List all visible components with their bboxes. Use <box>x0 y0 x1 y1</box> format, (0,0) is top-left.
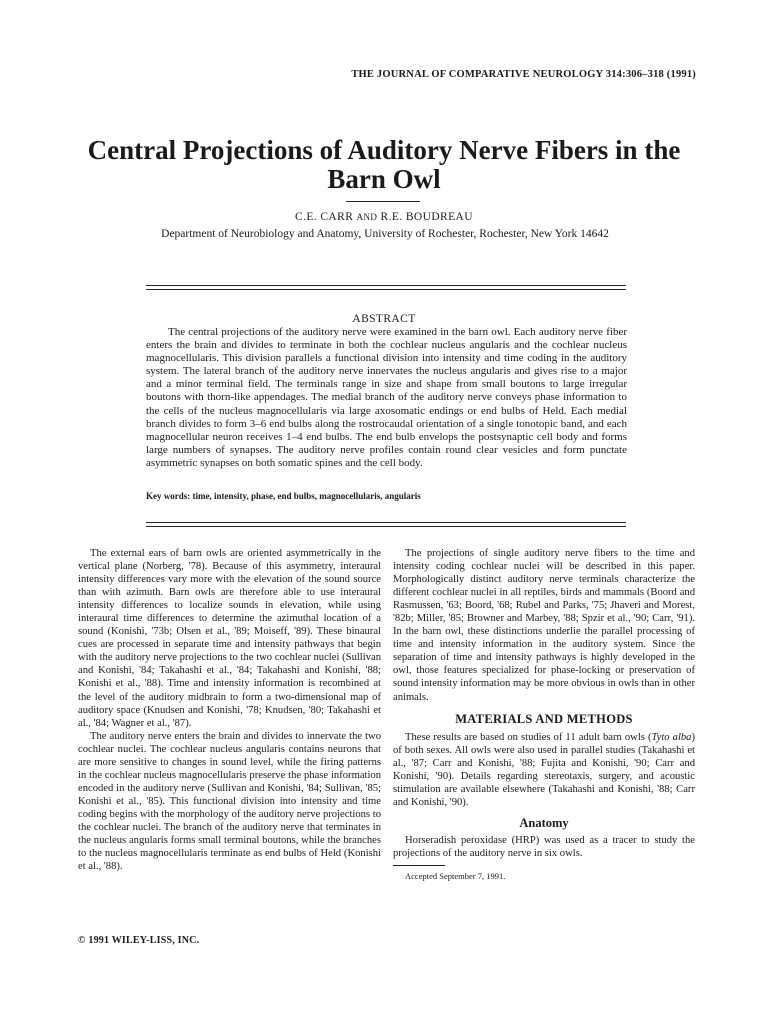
anatomy-paragraph: Horseradish peroxidase (HRP) was used as a tracer to study the projections of the auditory nerve in six owls. <box>393 834 695 859</box>
intro-paragraph-3: The projections of single auditory nerve fibers to the time and intensity coding cochlear nuclei will be described in this paper. Morphologically distinct auditory nerve terminals characterize the different cochlear nuclei in all reptiles, birds and mammals (Boord and Rasmussen, '63; Boord, '68; Rubel and Parks, '75; Jhaveri and Morest, '82b; Miller, '85; Browner and Marbey, '88; Spzir et al., '90; Carr, '91). In the barn owl, these distinctions underlie the parallel processing of time and intensity information in the auditory system. Since the separation of time and intensity pathways is highly developed in the owl, those features specialized for phase-locking or preservation of sound intensity information may be more obvious in owls than in other animals. <box>393 548 695 703</box>
abstract-bottom-rule-2 <box>146 526 626 527</box>
methods-heading: MATERIALS AND METHODS <box>455 711 633 726</box>
article-title: Central Projections of Auditory Nerve Fibers in the Barn Owl <box>87 135 681 194</box>
abstract-text: The central projections of the auditory nerve were examined in the barn owl. Each auditory nerve fiber enters the brain and divides to terminate in both the cochlear nucleus angularis and the cochlear nucleus magnocellularis. This division parallels a functional division into intensity and time coding in the auditory system. The lateral branch of the auditory nerve innervates the nucleus angularis and gives rise to a major and a minor terminal field. The terminals range in size and shape from small boutons to large irregular boutons with thorn-like appendages. The medial branch of the auditory nerve conveys phase information to the cells of the nucleus magnocellularis via large axosomatic endings or end bulbs of Held. Each medial branch divides to form 3–6 end bulbs along the rostrocaudal orientation of a single tonotopic band, and each magnocellular neuron receives 1–4 end bulbs. The end bulb envelops the postsynaptic cell body and forms large numbers of synapses. The auditory nerve profiles contain round clear vesicles and form punctate asymmetric synapses on both somatic spines and the cell body. <box>146 326 627 469</box>
journal-header: THE JOURNAL OF COMPARATIVE NEUROLOGY 314:306–318 (1991) <box>351 69 696 80</box>
intro-paragraph-1: The external ears of barn owls are oriented asymmetrically in the vertical plane (Norberg, '78). Because of this asymmetry, interaural intensity differences vary more with the elevation of the sound source than with azimuth. Barn owls are therefore able to use interaural intensity differences to localize sounds in elevation, while using interaural time differences to determine the azimuthal location of a sound (Konishi, '73b; Olsen et al., '89; Moiseff, '89). These binaural cues are processed in separate time and intensity pathways that begin with the auditory nerve projections to the two cochlear nuclei (Sullivan and Konishi, '84; Takahashi et al., '84; Takahashi and Konishi, '88; Konishi et al., '88). Time and intensity information is recombined at the level of the auditory midbrain to form a two-dimensional map of auditory space (Knudsen and Konishi, '78; Knudsen, '80; Takahashi et al., '84; Wagner et al., '87). <box>78 548 381 729</box>
title-divider <box>346 201 420 202</box>
keywords: Key words: time, intensity, phase, end bulbs, magnocellularis, angularis <box>146 491 421 501</box>
intro-paragraph-2: The auditory nerve enters the brain and divides to innervate the two cochlear nuclei. The cochlear nucleus angularis contains neurons that are more sensitive to changes in sound level, while the firing patterns in the cochlear nucleus magnocellularis preserve the phase information encoded in the auditory nerve (Sullivan and Konishi, '84; Sullivan, '85; Konishi et al., '85). This functional division into intensity and time coding begins with the morphology of the auditory nerve projections to the cochlear nuclei. The branch of the auditory nerve that terminates in the nucleus angularis forms small terminal boutons, while the branches to the nucleus magnocellularis terminate as end bulbs of Held (Konishi et al., '88). <box>78 730 381 873</box>
author-boudreau: R.E. BOUDREAU <box>380 211 473 223</box>
species-name: Tyto alba <box>651 731 692 743</box>
abstract-heading: ABSTRACT <box>352 313 416 325</box>
methods-paragraph <box>393 731 695 809</box>
right-column <box>393 547 695 883</box>
author-line <box>84 211 684 223</box>
abstract-bottom-rule-1 <box>146 522 626 523</box>
abstract-top-rule-2 <box>146 289 626 290</box>
abstract-top-rule-1 <box>146 285 626 286</box>
methods-text-post: ) of both sexes. All owls were also used in parallel studies (Takahashi et al., '87; Carr and Konishi, '88; Fujita and Konishi, '90; Carr and Konishi, '90). Details regarding stereotaxis, surgery, and acoustic stimulation are available elsewhere (Takahashi and Konishi, '88; Carr and Konishi, '90). <box>393 731 696 808</box>
anatomy-heading: Anatomy <box>519 815 569 830</box>
author-carr: C.E. CARR <box>295 211 354 223</box>
affiliation: Department of Neurobiology and Anatomy, University of Rochester, Rochester, New York 14642 <box>161 228 609 240</box>
copyright-notice: © 1991 WILEY-LISS, INC. <box>78 935 200 946</box>
author-conjunction: AND <box>356 212 378 222</box>
footnote-rule <box>393 865 445 866</box>
accepted-footnote: Accepted September 7, 1991. <box>405 871 506 882</box>
left-column <box>78 547 381 873</box>
methods-text-pre: These results are based on studies of 11 adult barn owls ( <box>405 731 652 743</box>
